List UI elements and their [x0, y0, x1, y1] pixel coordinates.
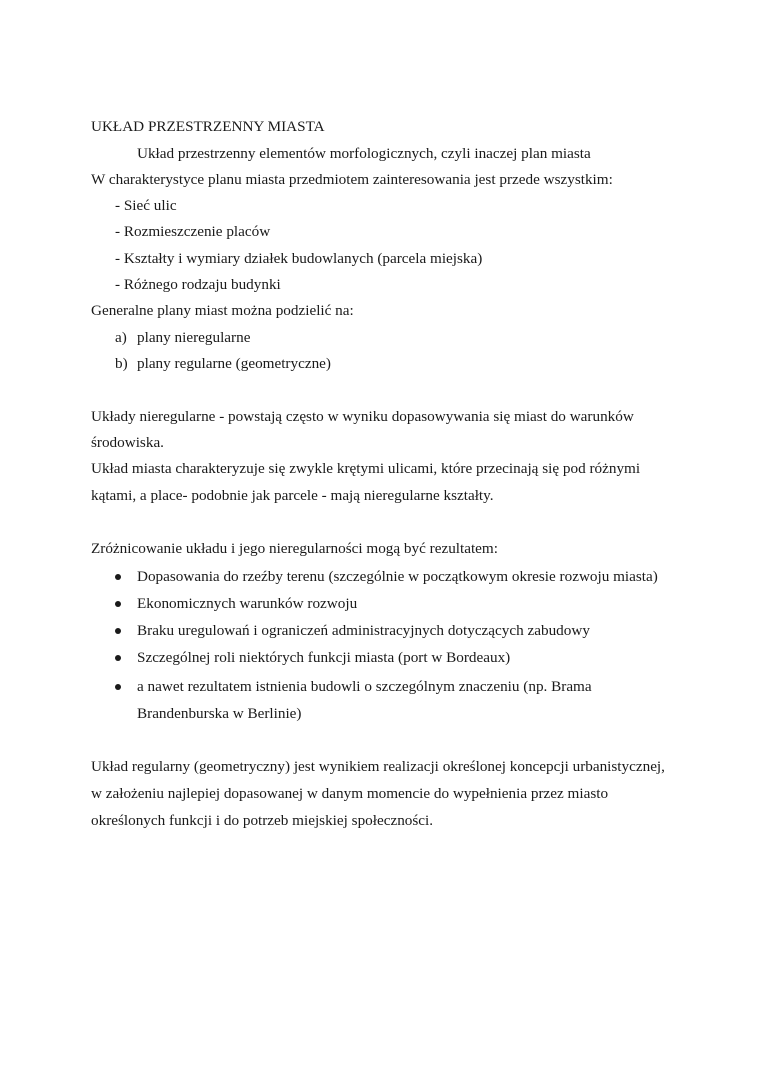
paragraph-line: określonych funkcji i do potrzeb miejskiej społeczności. [91, 812, 434, 829]
bullet-icon [115, 655, 121, 661]
bullet-item: Braku uregulowań i ograniczeń administracyjnych dotyczących zabudowy [137, 622, 590, 639]
bullet-icon [115, 684, 121, 690]
paragraph-line: Układy nieregularne - powstają często w wyniku dopasowywania się miast do warunków [91, 408, 634, 425]
bullet-item: Szczególnej roli niektórych funkcji miasta (port w Bordeaux) [137, 649, 511, 666]
document-subtitle: Układ przestrzenny elementów morfologicznych, czyli inaczej plan miasta [137, 145, 591, 162]
document-title: UKŁAD PRZESTRZENNY MIASTA [91, 118, 325, 135]
bullet-item-continuation: Brandenburska w Berlinie) [137, 705, 302, 722]
paragraph-line: Układ miasta charakteryzuje się zwykle krętymi ulicami, które przecinają się pod różnymi [91, 460, 641, 477]
bullet-item: a nawet rezultatem istnienia budowli o szczególnym znaczeniu (np. Brama [137, 678, 592, 695]
list-marker: a) [115, 329, 127, 346]
plan-type-item: plany nieregularne [137, 329, 251, 346]
plans-intro-line: Generalne plany miast można podzielić na: [91, 302, 354, 319]
list-marker: b) [115, 355, 128, 372]
paragraph-line: w założeniu najlepiej dopasowanej w danym momencie do wypełnienia przez miasto [91, 785, 609, 802]
paragraph-line: środowiska. [91, 434, 164, 451]
paragraph-line: kątami, a place- podobnie jak parcele - mają nieregularne kształty. [91, 487, 494, 504]
bullet-icon [115, 574, 121, 580]
dash-list-item: - Rozmieszczenie placów [115, 223, 271, 240]
dash-list-item: - Różnego rodzaju budynki [115, 276, 281, 293]
differences-intro-line: Zróżnicowanie układu i jego nieregularności mogą być rezultatem: [91, 540, 498, 557]
bullet-icon [115, 601, 121, 607]
dash-list-item: - Kształty i wymiary działek budowlanych (parcela miejska) [115, 250, 483, 267]
dash-list-item: - Sieć ulic [115, 197, 177, 214]
bullet-item: Ekonomicznych warunków rozwoju [137, 595, 358, 612]
intro-line: W charakterystyce planu miasta przedmiotem zainteresowania jest przede wszystkim: [91, 171, 613, 188]
paragraph-line: Układ regularny (geometryczny) jest wynikiem realizacji określonej koncepcji urbanistycznej, [91, 758, 665, 775]
bullet-item: Dopasowania do rzeźby terenu (szczególnie w początkowym okresie rozwoju miasta) [137, 568, 658, 585]
bullet-icon [115, 628, 121, 634]
plan-type-item: plany regularne (geometryczne) [137, 355, 331, 372]
